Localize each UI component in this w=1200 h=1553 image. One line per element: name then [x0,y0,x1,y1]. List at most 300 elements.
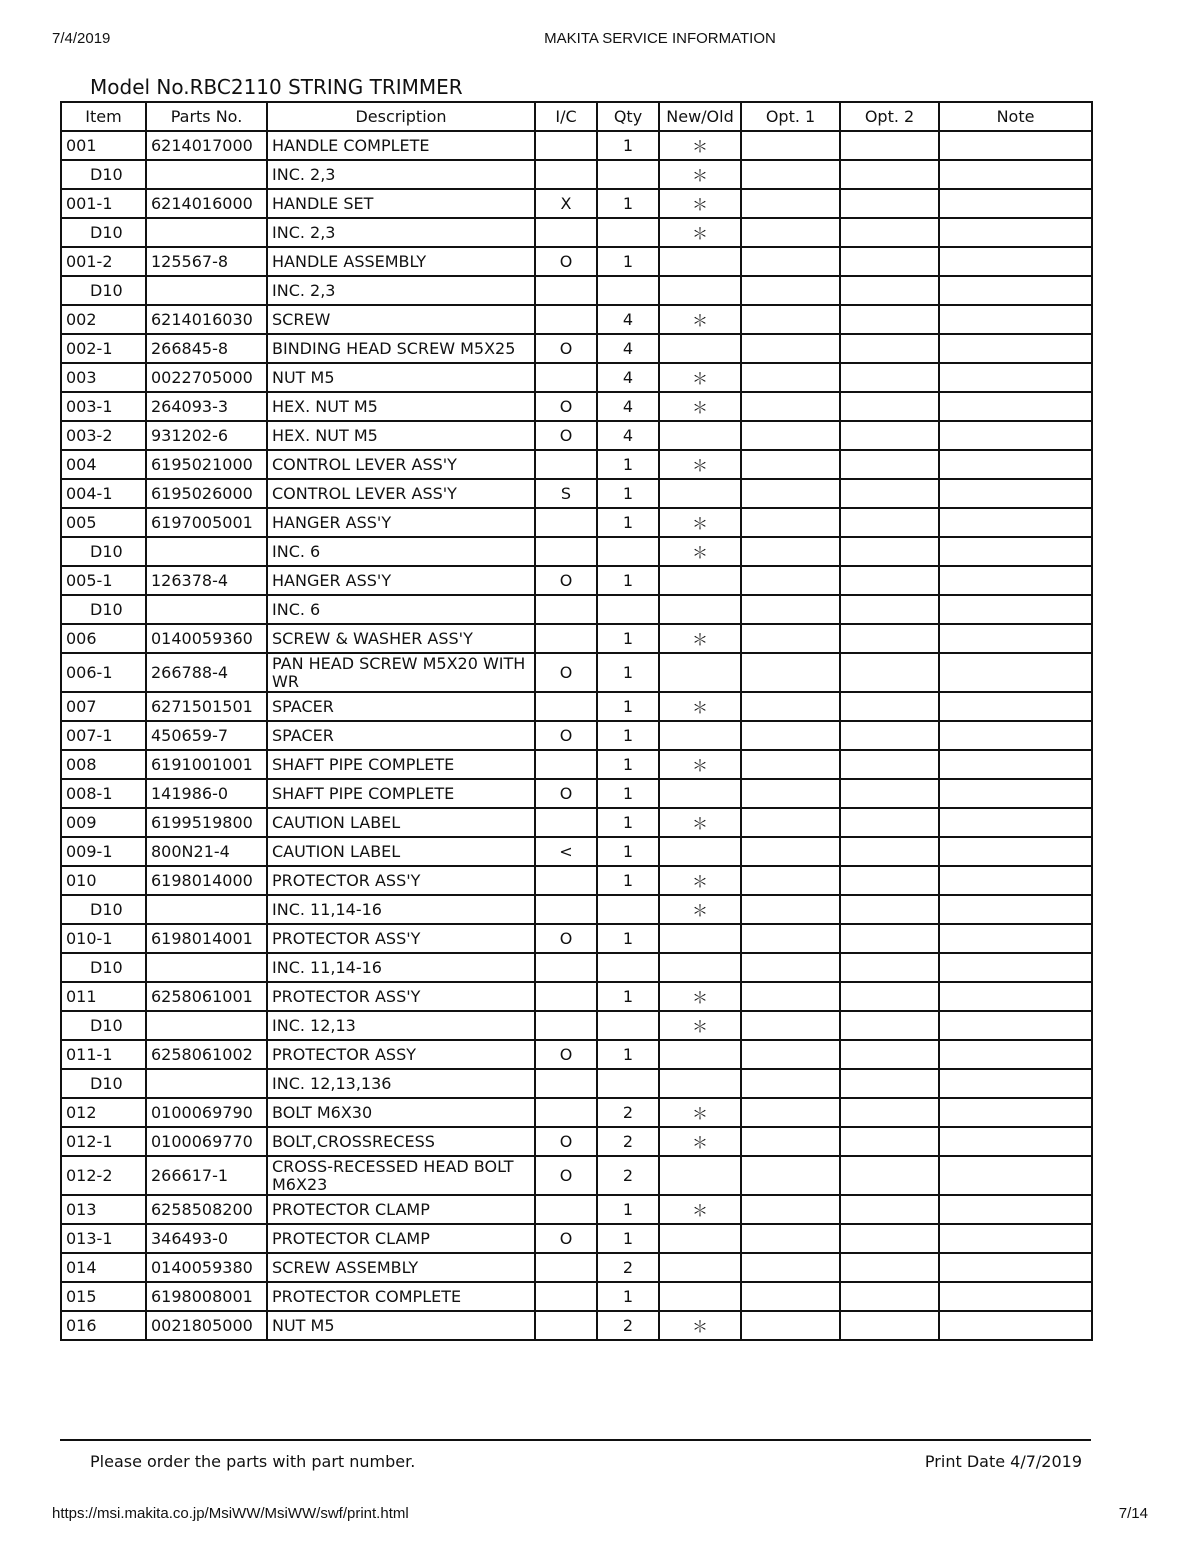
cell-ic [535,1011,597,1040]
cell-parts-no: 346493-0 [146,1224,267,1253]
cell-opt2 [840,160,939,189]
table-row [61,1195,1092,1224]
table-row [61,595,1092,624]
cell-item: 011 [61,982,146,1011]
cell-description: PROTECTOR ASS'Y [267,924,535,953]
cell-qty: 4 [597,334,659,363]
table-row [61,895,1092,924]
cell-qty [597,276,659,305]
cell-parts-no: 6214016030 [146,305,267,334]
table-row [61,189,1092,218]
cell-description: HANDLE SET [267,189,535,218]
cell-parts-no [146,1069,267,1098]
cell-new-old: ＊ [659,392,741,421]
cell-ic [535,1098,597,1127]
cell-opt1 [741,392,840,421]
cell-parts-no: 931202-6 [146,421,267,450]
cell-ic [535,1195,597,1224]
cell-description: SHAFT PIPE COMPLETE [267,779,535,808]
cell-note [939,160,1092,189]
cell-description: SPACER [267,692,535,721]
table-row [61,1282,1092,1311]
cell-note [939,1098,1092,1127]
table-row [61,305,1092,334]
cell-new-old [659,1282,741,1311]
cell-qty: 1 [597,566,659,595]
cell-note [939,131,1092,160]
table-row [61,837,1092,866]
cell-item: 012-1 [61,1127,146,1156]
cell-qty: 1 [597,508,659,537]
table-row [61,953,1092,982]
cell-opt2 [840,1098,939,1127]
cell-opt1 [741,895,840,924]
cell-item: 008 [61,750,146,779]
cell-note [939,924,1092,953]
table-row [61,866,1092,895]
table-row [61,160,1092,189]
cell-qty: 1 [597,450,659,479]
cell-note [939,566,1092,595]
col-header-opt1: Opt. 1 [741,102,840,131]
cell-parts-no: 6198014001 [146,924,267,953]
cell-ic: O [535,924,597,953]
table-row [61,566,1092,595]
cell-ic: O [535,247,597,276]
cell-opt1 [741,1127,840,1156]
cell-description: INC. 6 [267,595,535,624]
cell-note [939,479,1092,508]
cell-new-old [659,566,741,595]
cell-qty [597,895,659,924]
cell-note [939,508,1092,537]
cell-note [939,247,1092,276]
model-title: Model No.RBC2110 STRING TRIMMER [90,75,463,99]
cell-opt1 [741,537,840,566]
cell-description: PAN HEAD SCREW M5X20 WITH WR [267,653,535,692]
cell-opt2 [840,276,939,305]
cell-opt2 [840,895,939,924]
cell-new-old [659,653,741,692]
cell-note [939,692,1092,721]
cell-item: 001-2 [61,247,146,276]
cell-description: INC. 11,14-16 [267,895,535,924]
table-row [61,508,1092,537]
cell-opt1 [741,808,840,837]
cell-qty: 2 [597,1156,659,1195]
cell-parts-no: 6198008001 [146,1282,267,1311]
table-row [61,721,1092,750]
cell-parts-no: 266788-4 [146,653,267,692]
cell-note [939,305,1092,334]
cell-opt2 [840,1282,939,1311]
cell-note [939,450,1092,479]
cell-opt1 [741,218,840,247]
cell-note [939,1282,1092,1311]
cell-item: 005-1 [61,566,146,595]
cell-parts-no [146,276,267,305]
cell-new-old: ＊ [659,1195,741,1224]
cell-note [939,866,1092,895]
col-header-ic: I/C [535,102,597,131]
print-date-footer: Print Date 4/7/2019 [924,1452,1082,1471]
cell-item: 009-1 [61,837,146,866]
parts-table-body [61,131,1092,1340]
cell-parts-no: 0100069790 [146,1098,267,1127]
cell-opt2 [840,537,939,566]
cell-qty [597,1069,659,1098]
cell-note [939,1253,1092,1282]
table-row [61,924,1092,953]
cell-item: D10 [61,276,146,305]
cell-ic [535,160,597,189]
cell-opt2 [840,779,939,808]
cell-new-old [659,276,741,305]
cell-item: 001-1 [61,189,146,218]
cell-item: 007 [61,692,146,721]
cell-opt1 [741,363,840,392]
cell-parts-no: 6195021000 [146,450,267,479]
cell-parts-no [146,537,267,566]
cell-new-old: ＊ [659,189,741,218]
cell-ic [535,624,597,653]
cell-opt1 [741,750,840,779]
cell-ic: O [535,779,597,808]
table-row [61,1098,1092,1127]
table-row [61,421,1092,450]
table-row [61,1224,1092,1253]
cell-note [939,808,1092,837]
cell-item: 013-1 [61,1224,146,1253]
cell-qty: 1 [597,1040,659,1069]
cell-description: BOLT M6X30 [267,1098,535,1127]
cell-ic: S [535,479,597,508]
cell-ic [535,450,597,479]
cell-opt2 [840,1311,939,1340]
order-note: Please order the parts with part number. [90,1452,416,1471]
col-header-item: Item [61,102,146,131]
table-row [61,1040,1092,1069]
cell-ic [535,1253,597,1282]
cell-new-old [659,1156,741,1195]
cell-opt2 [840,924,939,953]
cell-note [939,1311,1092,1340]
cell-opt2 [840,1156,939,1195]
cell-note [939,982,1092,1011]
cell-ic: O [535,653,597,692]
cell-ic [535,750,597,779]
cell-parts-no: 800N21-4 [146,837,267,866]
cell-opt1 [741,692,840,721]
cell-parts-no: 6271501501 [146,692,267,721]
cell-item: 016 [61,1311,146,1340]
cell-parts-no: 6199519800 [146,808,267,837]
cell-parts-no: 126378-4 [146,566,267,595]
cell-opt1 [741,982,840,1011]
cell-description: NUT M5 [267,1311,535,1340]
cell-qty: 1 [597,837,659,866]
cell-opt2 [840,392,939,421]
col-header-parts-no: Parts No. [146,102,267,131]
cell-opt2 [840,595,939,624]
cell-opt2 [840,247,939,276]
cell-new-old [659,837,741,866]
cell-qty: 2 [597,1311,659,1340]
cell-opt1 [741,1069,840,1098]
cell-note [939,750,1092,779]
cell-description: BINDING HEAD SCREW M5X25 [267,334,535,363]
cell-ic: O [535,1224,597,1253]
cell-ic [535,218,597,247]
cell-new-old: ＊ [659,1311,741,1340]
cell-description: HANDLE ASSEMBLY [267,247,535,276]
cell-item: D10 [61,1011,146,1040]
cell-item: D10 [61,953,146,982]
cell-opt1 [741,131,840,160]
cell-opt2 [840,1224,939,1253]
cell-qty: 4 [597,421,659,450]
cell-opt1 [741,334,840,363]
cell-opt1 [741,508,840,537]
cell-opt1 [741,276,840,305]
table-row [61,479,1092,508]
cell-new-old: ＊ [659,508,741,537]
cell-item: D10 [61,1069,146,1098]
cell-note [939,218,1092,247]
cell-qty: 1 [597,247,659,276]
cell-new-old [659,779,741,808]
cell-ic [535,1311,597,1340]
cell-opt2 [840,653,939,692]
cell-description: INC. 11,14-16 [267,953,535,982]
cell-note [939,1040,1092,1069]
cell-item: 002 [61,305,146,334]
cell-new-old: ＊ [659,808,741,837]
table-row [61,779,1092,808]
cell-note [939,1156,1092,1195]
cell-new-old [659,247,741,276]
cell-opt2 [840,808,939,837]
cell-note [939,953,1092,982]
cell-qty: 1 [597,982,659,1011]
cell-description: INC. 12,13,136 [267,1069,535,1098]
cell-parts-no [146,953,267,982]
cell-opt1 [741,837,840,866]
cell-new-old: ＊ [659,305,741,334]
cell-ic [535,537,597,566]
cell-description: INC. 2,3 [267,160,535,189]
cell-opt2 [840,1069,939,1098]
cell-item: 004 [61,450,146,479]
page-header-title: MAKITA SERVICE INFORMATION [544,30,776,47]
cell-new-old [659,721,741,750]
cell-opt1 [741,421,840,450]
cell-opt2 [840,837,939,866]
table-row [61,131,1092,160]
cell-note [939,721,1092,750]
cell-parts-no: 6214017000 [146,131,267,160]
cell-ic [535,866,597,895]
cell-description: INC. 2,3 [267,276,535,305]
cell-description: HANGER ASS'Y [267,566,535,595]
table-row [61,537,1092,566]
cell-item: 006 [61,624,146,653]
cell-qty: 1 [597,692,659,721]
cell-opt1 [741,953,840,982]
cell-parts-no: 266617-1 [146,1156,267,1195]
cell-note [939,189,1092,218]
cell-description: INC. 6 [267,537,535,566]
cell-opt1 [741,450,840,479]
cell-description: PROTECTOR CLAMP [267,1224,535,1253]
cell-opt2 [840,866,939,895]
cell-new-old: ＊ [659,750,741,779]
cell-opt1 [741,160,840,189]
cell-item: D10 [61,218,146,247]
cell-item: 005 [61,508,146,537]
cell-description: PROTECTOR ASS'Y [267,866,535,895]
cell-parts-no: 0021805000 [146,1311,267,1340]
cell-new-old: ＊ [659,363,741,392]
cell-qty: 1 [597,624,659,653]
table-row [61,450,1092,479]
cell-opt1 [741,1011,840,1040]
cell-item: 002-1 [61,334,146,363]
table-row [61,392,1092,421]
cell-description: PROTECTOR ASSY [267,1040,535,1069]
cell-description: NUT M5 [267,363,535,392]
cell-item: 004-1 [61,479,146,508]
cell-parts-no: 141986-0 [146,779,267,808]
page-number: 7/14 [1118,1505,1148,1522]
cell-item: 003-1 [61,392,146,421]
cell-opt2 [840,421,939,450]
cell-ic [535,982,597,1011]
cell-opt2 [840,566,939,595]
cell-opt2 [840,508,939,537]
cell-opt1 [741,1098,840,1127]
cell-description: HEX. NUT M5 [267,392,535,421]
cell-parts-no: 125567-8 [146,247,267,276]
cell-note [939,1195,1092,1224]
cell-opt2 [840,750,939,779]
cell-note [939,624,1092,653]
cell-opt1 [741,1282,840,1311]
cell-ic: O [535,566,597,595]
cell-new-old: ＊ [659,1098,741,1127]
cell-new-old: ＊ [659,1011,741,1040]
cell-opt1 [741,1156,840,1195]
cell-item: 009 [61,808,146,837]
cell-opt1 [741,624,840,653]
cell-description: SHAFT PIPE COMPLETE [267,750,535,779]
cell-note [939,837,1092,866]
cell-opt1 [741,189,840,218]
cell-qty: 2 [597,1127,659,1156]
cell-note [939,1069,1092,1098]
cell-new-old [659,595,741,624]
table-row [61,624,1092,653]
cell-new-old: ＊ [659,692,741,721]
cell-qty: 4 [597,363,659,392]
cell-opt2 [840,450,939,479]
cell-opt1 [741,866,840,895]
cell-qty: 2 [597,1098,659,1127]
cell-opt2 [840,624,939,653]
cell-opt1 [741,1253,840,1282]
col-header-description: Description [267,102,535,131]
cell-qty: 1 [597,653,659,692]
cell-new-old [659,953,741,982]
cell-new-old [659,924,741,953]
cell-item: 014 [61,1253,146,1282]
cell-parts-no [146,895,267,924]
cell-item: D10 [61,537,146,566]
cell-opt2 [840,1195,939,1224]
cell-parts-no: 6258061002 [146,1040,267,1069]
cell-new-old: ＊ [659,160,741,189]
cell-qty: 1 [597,866,659,895]
cell-item: 012 [61,1098,146,1127]
cell-opt2 [840,1127,939,1156]
cell-new-old [659,1253,741,1282]
cell-parts-no: 6214016000 [146,189,267,218]
cell-qty: 1 [597,750,659,779]
cell-note [939,779,1092,808]
cell-qty: 4 [597,392,659,421]
cell-ic [535,131,597,160]
cell-parts-no [146,1011,267,1040]
cell-opt2 [840,1040,939,1069]
cell-ic: O [535,421,597,450]
page-url: https://msi.makita.co.jp/MsiWW/MsiWW/swf/print.html [52,1505,409,1522]
cell-new-old [659,1224,741,1253]
cell-description: SCREW & WASHER ASS'Y [267,624,535,653]
cell-opt2 [840,131,939,160]
cell-description: SCREW ASSEMBLY [267,1253,535,1282]
cell-qty: 1 [597,779,659,808]
table-row [61,1127,1092,1156]
cell-note [939,1224,1092,1253]
cell-ic [535,276,597,305]
cell-parts-no: 266845-8 [146,334,267,363]
cell-opt2 [840,479,939,508]
cell-note [939,1127,1092,1156]
cell-description: CAUTION LABEL [267,808,535,837]
cell-opt2 [840,692,939,721]
cell-parts-no: 6195026000 [146,479,267,508]
cell-parts-no: 0140059380 [146,1253,267,1282]
cell-parts-no: 6258508200 [146,1195,267,1224]
table-row [61,653,1092,692]
cell-note [939,421,1092,450]
cell-opt1 [741,779,840,808]
cell-parts-no: 6198014000 [146,866,267,895]
cell-description: SCREW [267,305,535,334]
cell-note [939,392,1092,421]
cell-parts-no: 264093-3 [146,392,267,421]
cell-qty: 1 [597,1195,659,1224]
cell-qty: 4 [597,305,659,334]
cell-item: 007-1 [61,721,146,750]
cell-qty: 1 [597,479,659,508]
col-header-note: Note [939,102,1092,131]
cell-ic [535,1069,597,1098]
cell-note [939,537,1092,566]
table-row [61,750,1092,779]
cell-parts-no: 6258061001 [146,982,267,1011]
cell-opt2 [840,305,939,334]
